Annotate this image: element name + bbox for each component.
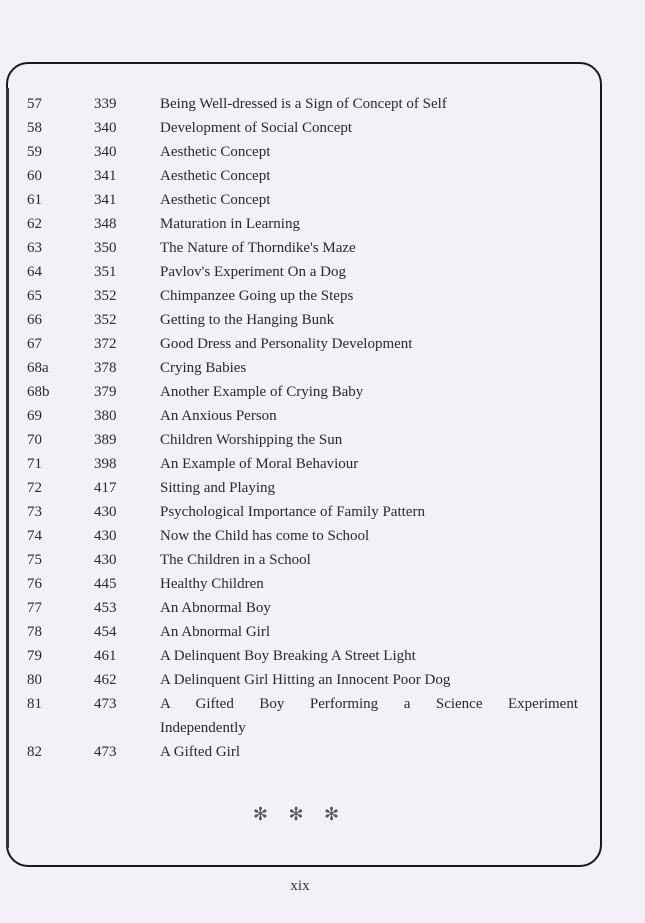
figure-entry: [0, 308, 600, 332]
figure-page: 430: [94, 504, 117, 520]
figure-entry: [0, 548, 600, 572]
figure-number: 81: [27, 696, 42, 712]
figure-number: 78: [27, 624, 42, 640]
figure-number: 69: [27, 408, 42, 424]
figure-title: Getting to the Hanging Bunk: [160, 312, 335, 328]
figure-title: Good Dress and Personality Development: [160, 336, 413, 352]
figure-number: 60: [27, 168, 42, 184]
figure-entry: [0, 524, 600, 548]
figure-number: 77: [27, 600, 42, 616]
figure-page: 351: [94, 264, 117, 280]
figure-entry: [0, 500, 600, 524]
figure-title: Aesthetic Concept: [160, 192, 271, 208]
figure-number: 75: [27, 552, 42, 568]
figure-number: 72: [27, 480, 42, 496]
figure-title: Chimpanzee Going up the Steps: [160, 288, 354, 304]
figure-title: Pavlov's Experiment On a Dog: [160, 264, 347, 280]
figure-number: 71: [27, 456, 42, 472]
figure-page: 378: [94, 360, 117, 376]
figure-number: 74: [27, 528, 42, 544]
page-number: xix: [290, 878, 310, 894]
figure-entry: [0, 164, 600, 188]
figure-title: A Gifted Boy Performing a Science Experiment: [160, 696, 578, 712]
figure-entry: [0, 140, 600, 164]
figure-title: Children Worshipping the Sun: [160, 432, 343, 448]
figure-entry: [0, 740, 600, 764]
figure-page: 340: [94, 120, 117, 136]
figure-page: 398: [94, 456, 117, 472]
figure-entry: [0, 692, 600, 716]
figure-number: 79: [27, 648, 42, 664]
figure-page: 430: [94, 552, 117, 568]
figure-title: Sitting and Playing: [160, 480, 276, 496]
section-end-ornament: ✻ ✻ ✻: [252, 804, 348, 824]
figure-entry: [0, 212, 600, 236]
figure-number: 76: [27, 576, 42, 592]
figure-page: 454: [94, 624, 117, 640]
figure-entry: [0, 236, 600, 260]
figure-title: Crying Babies: [160, 360, 247, 376]
figure-entry: [0, 92, 600, 116]
figure-title: An Abnormal Girl: [160, 624, 270, 640]
figure-entry: [0, 356, 600, 380]
figure-page: 417: [94, 480, 117, 496]
figure-page: 352: [94, 288, 117, 304]
figure-title: Being Well-dressed is a Sign of Concept of Self: [160, 96, 447, 112]
figure-entry: [0, 572, 600, 596]
figure-entry: [0, 620, 600, 644]
figure-entry: [0, 596, 600, 620]
figure-number: 67: [27, 336, 42, 352]
figure-page: 350: [94, 240, 117, 256]
figure-title: Now the Child has come to School: [160, 528, 370, 544]
figure-number: 61: [27, 192, 42, 208]
figure-number: 68a: [27, 360, 49, 376]
list-of-figures: [0, 92, 600, 764]
figure-page: 352: [94, 312, 117, 328]
figure-page: 379: [94, 384, 117, 400]
figure-number: 80: [27, 672, 42, 688]
figure-page: 348: [94, 216, 117, 232]
figure-page: 445: [94, 576, 117, 592]
figure-title: A Delinquent Girl Hitting an Innocent Poor Dog: [160, 672, 451, 688]
figure-entry: [0, 428, 600, 452]
figure-page: 341: [94, 192, 117, 208]
figure-page: 372: [94, 336, 117, 352]
figure-title: An Anxious Person: [160, 408, 277, 424]
figure-entry: [0, 260, 600, 284]
figure-page: 462: [94, 672, 117, 688]
figure-number: 82: [27, 744, 42, 760]
figure-page: 341: [94, 168, 117, 184]
figure-title: Development of Social Concept: [160, 120, 353, 136]
figure-number: 62: [27, 216, 42, 232]
figure-title: An Example of Moral Behaviour: [160, 456, 359, 472]
figure-title: An Abnormal Boy: [160, 600, 271, 616]
figure-page: 339: [94, 96, 117, 112]
figure-title: A Delinquent Boy Breaking A Street Light: [160, 648, 416, 664]
figure-entry: [0, 332, 600, 356]
figure-page: 473: [94, 744, 117, 760]
figure-title: A Gifted Girl: [160, 744, 240, 760]
figure-title: Psychological Importance of Family Pattern: [160, 504, 425, 520]
figure-number: 73: [27, 504, 42, 520]
figure-title: Aesthetic Concept: [160, 144, 271, 160]
figure-number: 64: [27, 264, 42, 280]
figure-number: 59: [27, 144, 42, 160]
figure-entry: [0, 380, 600, 404]
figure-entry: [0, 404, 600, 428]
figure-page: 461: [94, 648, 117, 664]
figure-title: Maturation in Learning: [160, 216, 300, 232]
figure-number: 68b: [27, 384, 50, 400]
figure-page: 430: [94, 528, 117, 544]
figure-entry: [0, 644, 600, 668]
figure-page: 340: [94, 144, 117, 160]
figure-page: 380: [94, 408, 117, 424]
figure-entry: [0, 284, 600, 308]
figure-number: 65: [27, 288, 42, 304]
figure-number: 57: [27, 96, 42, 112]
figure-page: 473: [94, 696, 117, 712]
figure-title: Aesthetic Concept: [160, 168, 271, 184]
figure-title: Another Example of Crying Baby: [160, 384, 364, 400]
figure-title: The Children in a School: [160, 552, 311, 568]
figure-title-continuation: Independently: [160, 720, 246, 736]
figure-number: 63: [27, 240, 42, 256]
figure-entry: [0, 188, 600, 212]
figure-page: 389: [94, 432, 117, 448]
figure-entry: [0, 452, 600, 476]
figure-title: Healthy Children: [160, 576, 264, 592]
figure-entry: [0, 116, 600, 140]
figure-page: 453: [94, 600, 117, 616]
figure-number: 66: [27, 312, 42, 328]
figure-number: 70: [27, 432, 42, 448]
figure-entry: [0, 668, 600, 692]
figure-title: The Nature of Thorndike's Maze: [160, 240, 356, 256]
figure-entry: [0, 476, 600, 500]
figure-number: 58: [27, 120, 42, 136]
